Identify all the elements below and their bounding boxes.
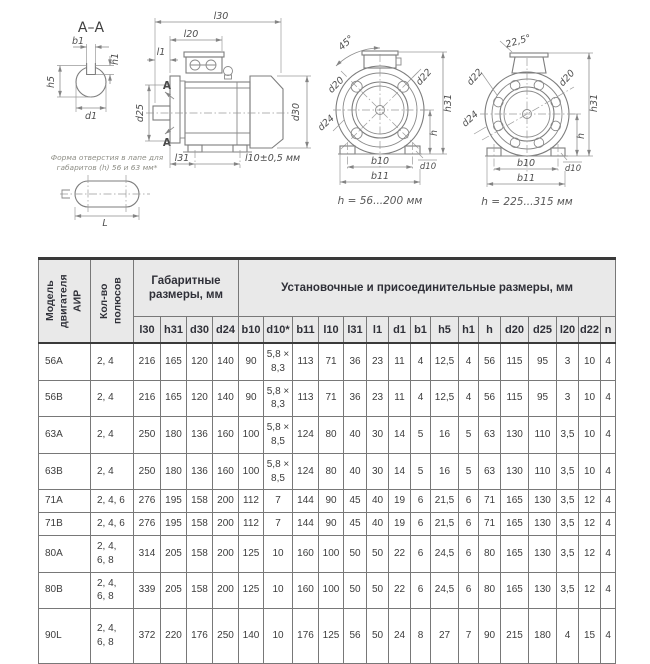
dim-label-l10: l10±0,5 мм	[245, 153, 301, 164]
value-cell: 56	[479, 343, 501, 380]
poles-cell: 2, 4, 6	[91, 490, 134, 513]
dim-label-d24: d24	[459, 108, 481, 130]
model-column-header	[39, 259, 91, 344]
value-cell: 7	[264, 513, 293, 536]
value-cell: 5	[411, 417, 431, 454]
value-cell: 4	[459, 380, 479, 417]
bolt-hole	[494, 97, 504, 107]
value-cell: 50	[367, 609, 389, 664]
value-cell: 50	[344, 572, 367, 609]
value-cell: 100	[319, 535, 344, 572]
bolt-hole	[551, 121, 561, 131]
section-title: А–А	[77, 20, 105, 36]
value-cell: 250	[213, 609, 239, 664]
value-cell: 160	[293, 572, 319, 609]
value-cell: 3,5	[557, 572, 579, 609]
value-cell: 80	[479, 535, 501, 572]
value-cell: 24,5	[431, 572, 459, 609]
value-cell: 372	[134, 609, 161, 664]
column-header: d1	[389, 317, 411, 344]
dim-label-h1: h1	[110, 52, 121, 66]
dim-label-d10: d10	[564, 164, 582, 174]
model-cell: 63B	[39, 453, 91, 490]
value-cell: 80	[479, 572, 501, 609]
value-cell: 165	[501, 513, 529, 536]
value-cell: 4	[601, 513, 616, 536]
value-cell: 24	[389, 609, 411, 664]
dim-label-L: L	[102, 218, 108, 229]
dim-label-l30: l30	[213, 11, 229, 22]
value-cell: 100	[239, 453, 264, 490]
poles-cell: 2, 4, 6, 8	[91, 535, 134, 572]
value-cell: 45	[344, 513, 367, 536]
dim-label-l31: l31	[174, 153, 190, 164]
column-header: l1	[367, 317, 389, 344]
front-view-small-caption: h = 56...200 мм	[337, 195, 423, 207]
bolt-hole	[510, 81, 520, 91]
value-cell: 160	[293, 535, 319, 572]
dim-label-b10: b10	[370, 156, 390, 167]
value-cell: 10	[264, 572, 293, 609]
dim-label-b11: b11	[516, 173, 536, 184]
table-row	[39, 453, 616, 490]
value-cell: 90	[239, 343, 264, 380]
value-cell: 4	[557, 609, 579, 664]
value-cell: 130	[501, 417, 529, 454]
bolt-hole	[510, 138, 520, 148]
value-cell: 6	[411, 535, 431, 572]
value-cell: 165	[501, 490, 529, 513]
value-cell: 140	[213, 343, 239, 380]
dim-label-b10: b10	[516, 158, 536, 169]
value-cell: 10	[264, 609, 293, 664]
value-cell: 136	[187, 453, 213, 490]
column-header: d20	[501, 317, 529, 344]
value-cell: 250	[134, 417, 161, 454]
dim-label-d1: d1	[84, 111, 98, 122]
value-cell: 3,5	[557, 417, 579, 454]
value-cell: 276	[134, 513, 161, 536]
column-header: l30	[134, 317, 161, 344]
value-cell: 23	[367, 343, 389, 380]
value-cell: 112	[239, 513, 264, 536]
value-cell: 165	[501, 535, 529, 572]
value-cell: 50	[344, 535, 367, 572]
dim-label-l20: l20	[183, 29, 199, 40]
value-cell: 195	[161, 513, 187, 536]
bolt-hole	[551, 97, 561, 107]
value-cell: 6	[459, 490, 479, 513]
value-cell: 5,8 × 8,3	[264, 380, 293, 417]
group-header-dimensions: Габаритные размеры, мм	[134, 259, 239, 317]
section-arrow-label: А	[162, 80, 172, 92]
value-cell: 14	[389, 453, 411, 490]
motor-front-view-large	[460, 33, 600, 208]
poles-column-header-text: Кол-во полюсов	[98, 277, 124, 325]
dim-label-angle-45: 45°	[336, 33, 357, 53]
value-cell: 3	[557, 343, 579, 380]
value-cell: 12	[579, 535, 601, 572]
value-cell: 11	[389, 380, 411, 417]
value-cell: 95	[529, 380, 557, 417]
value-cell: 12	[579, 490, 601, 513]
value-cell: 5	[459, 417, 479, 454]
value-cell: 30	[367, 453, 389, 490]
poles-cell: 2, 4, 6, 8	[91, 572, 134, 609]
dim-label-d22: d22	[464, 66, 486, 88]
column-header: d22	[579, 317, 601, 344]
value-cell: 36	[344, 343, 367, 380]
value-cell: 200	[213, 513, 239, 536]
value-cell: 15	[579, 609, 601, 664]
value-cell: 4	[601, 609, 616, 664]
column-header: h1	[459, 317, 479, 344]
poles-cell: 2, 4, 6, 8	[91, 609, 134, 664]
value-cell: 16	[431, 453, 459, 490]
foot-hole-note-line2: габаритов (h) 56 и 63 мм*	[56, 163, 158, 172]
value-cell: 5,8 × 8,5	[264, 417, 293, 454]
value-cell: 136	[187, 417, 213, 454]
value-cell: 12	[579, 513, 601, 536]
dim-label-b1: b1	[71, 36, 85, 47]
value-cell: 30	[367, 417, 389, 454]
value-cell: 160	[213, 417, 239, 454]
dim-label-d20: d20	[325, 74, 347, 96]
value-cell: 5	[459, 453, 479, 490]
value-cell: 158	[187, 513, 213, 536]
value-cell: 115	[501, 380, 529, 417]
value-cell: 125	[319, 609, 344, 664]
group-header-mounting: Установочные и присоединительные размеры, мм	[239, 259, 616, 317]
value-cell: 124	[293, 417, 319, 454]
value-cell: 216	[134, 343, 161, 380]
value-cell: 71	[479, 513, 501, 536]
value-cell: 3,5	[557, 535, 579, 572]
value-cell: 158	[187, 490, 213, 513]
value-cell: 130	[529, 490, 557, 513]
value-cell: 3,5	[557, 453, 579, 490]
value-cell: 45	[344, 490, 367, 513]
model-cell: 71A	[39, 490, 91, 513]
value-cell: 4	[601, 572, 616, 609]
value-cell: 90	[319, 490, 344, 513]
technical-drawing	[0, 0, 650, 256]
value-cell: 3,5	[557, 490, 579, 513]
value-cell: 160	[213, 453, 239, 490]
value-cell: 220	[161, 609, 187, 664]
value-cell: 71	[319, 380, 344, 417]
column-header: d25	[529, 317, 557, 344]
table-row	[39, 380, 616, 417]
column-header: n	[601, 317, 616, 344]
table-row	[39, 490, 616, 513]
value-cell: 124	[293, 453, 319, 490]
column-header: l20	[557, 317, 579, 344]
value-cell: 40	[367, 490, 389, 513]
dimension-table	[38, 257, 616, 664]
value-cell: 21,5	[431, 490, 459, 513]
value-cell: 63	[479, 417, 501, 454]
value-cell: 314	[134, 535, 161, 572]
dim-label-h31: h31	[589, 93, 600, 113]
value-cell: 130	[529, 572, 557, 609]
value-cell: 140	[213, 380, 239, 417]
value-cell: 176	[187, 609, 213, 664]
eyebolt-icon	[224, 67, 233, 76]
table-row	[39, 609, 616, 664]
dim-label-d24: d24	[315, 112, 337, 134]
value-cell: 100	[319, 572, 344, 609]
value-cell: 14	[389, 417, 411, 454]
value-cell: 110	[529, 417, 557, 454]
value-cell: 113	[293, 343, 319, 380]
value-cell: 5,8 × 8,5	[264, 453, 293, 490]
value-cell: 4	[601, 380, 616, 417]
value-cell: 165	[161, 343, 187, 380]
value-cell: 7	[459, 609, 479, 664]
dim-label-d30: d30	[291, 102, 302, 122]
dim-label-d20: d20	[556, 67, 578, 89]
value-cell: 165	[161, 380, 187, 417]
value-cell: 130	[529, 513, 557, 536]
front-view-large-caption: h = 225...315 мм	[481, 196, 573, 208]
value-cell: 90	[479, 609, 501, 664]
column-header: b10	[239, 317, 264, 344]
table-row	[39, 572, 616, 609]
value-cell: 50	[367, 572, 389, 609]
model-cell: 71B	[39, 513, 91, 536]
value-cell: 144	[293, 513, 319, 536]
value-cell: 80	[319, 453, 344, 490]
value-cell: 4	[601, 453, 616, 490]
dimension-table-wrapper	[38, 257, 616, 664]
value-cell: 200	[213, 535, 239, 572]
value-cell: 120	[187, 380, 213, 417]
column-header: h31	[161, 317, 187, 344]
value-cell: 276	[134, 490, 161, 513]
value-cell: 50	[367, 535, 389, 572]
value-cell: 71	[319, 343, 344, 380]
value-cell: 12	[579, 572, 601, 609]
value-cell: 250	[134, 453, 161, 490]
value-cell: 130	[529, 535, 557, 572]
column-header: h	[479, 317, 501, 344]
value-cell: 95	[529, 343, 557, 380]
value-cell: 80	[319, 417, 344, 454]
value-cell: 10	[579, 417, 601, 454]
value-cell: 40	[367, 513, 389, 536]
value-cell: 140	[239, 609, 264, 664]
poles-cell: 2, 4	[91, 380, 134, 417]
column-header: d10*	[264, 317, 293, 344]
dim-label-h5: h5	[46, 75, 57, 89]
value-cell: 180	[161, 417, 187, 454]
value-cell: 130	[501, 453, 529, 490]
value-cell: 27	[431, 609, 459, 664]
dim-label-h: h	[576, 132, 587, 140]
value-cell: 6	[459, 513, 479, 536]
value-cell: 22	[389, 535, 411, 572]
motor-flange	[170, 76, 180, 143]
value-cell: 4	[411, 343, 431, 380]
bolt-hole	[534, 138, 544, 148]
column-header: l10	[319, 317, 344, 344]
poles-cell: 2, 4, 6	[91, 513, 134, 536]
value-cell: 56	[479, 380, 501, 417]
value-cell: 12,5	[431, 380, 459, 417]
value-cell: 10	[579, 343, 601, 380]
poles-cell: 2, 4	[91, 343, 134, 380]
model-cell: 56A	[39, 343, 91, 380]
value-cell: 216	[134, 380, 161, 417]
value-cell: 195	[161, 490, 187, 513]
dim-label-angle-225: 22,5°	[504, 32, 533, 51]
value-cell: 90	[239, 380, 264, 417]
poles-cell: 2, 4	[91, 417, 134, 454]
value-cell: 4	[411, 380, 431, 417]
value-cell: 113	[293, 380, 319, 417]
section-view-aa	[46, 20, 121, 122]
value-cell: 11	[389, 343, 411, 380]
value-cell: 21,5	[431, 513, 459, 536]
value-cell: 16	[431, 417, 459, 454]
poles-column-header	[91, 259, 134, 344]
value-cell: 6	[411, 572, 431, 609]
value-cell: 12,5	[431, 343, 459, 380]
value-cell: 3,5	[557, 513, 579, 536]
motor-side-view	[135, 11, 311, 168]
value-cell: 5,8 × 8,3	[264, 343, 293, 380]
section-arrow-label: А	[162, 137, 172, 149]
dim-label-l1: l1	[156, 47, 166, 58]
value-cell: 6	[411, 490, 431, 513]
value-cell: 180	[529, 609, 557, 664]
foot-hole-detail	[51, 153, 164, 229]
value-cell: 4	[601, 535, 616, 572]
value-cell: 339	[134, 572, 161, 609]
dim-label-h: h	[429, 129, 440, 137]
value-cell: 215	[501, 609, 529, 664]
motor-bell	[250, 76, 283, 148]
column-header: h5	[431, 317, 459, 344]
model-cell: 80A	[39, 535, 91, 572]
dim-label-d25: d25	[135, 103, 146, 123]
value-cell: 5	[411, 453, 431, 490]
value-cell: 200	[213, 572, 239, 609]
value-cell: 19	[389, 513, 411, 536]
value-cell: 100	[239, 417, 264, 454]
value-cell: 125	[239, 572, 264, 609]
value-cell: 6	[459, 535, 479, 572]
value-cell: 115	[501, 343, 529, 380]
value-cell: 125	[239, 535, 264, 572]
value-cell: 90	[319, 513, 344, 536]
bolt-hole	[494, 121, 504, 131]
value-cell: 205	[161, 535, 187, 572]
value-cell: 4	[601, 343, 616, 380]
value-cell: 71	[479, 490, 501, 513]
value-cell: 56	[344, 609, 367, 664]
dim-label-d10: d10	[419, 162, 437, 172]
value-cell: 176	[293, 609, 319, 664]
value-cell: 36	[344, 380, 367, 417]
model-cell: 90L	[39, 609, 91, 664]
value-cell: 22	[389, 572, 411, 609]
column-header: b1	[411, 317, 431, 344]
value-cell: 180	[161, 453, 187, 490]
column-header: l31	[344, 317, 367, 344]
foot-hole-note-line1: Форма отверстия в лапе для	[50, 153, 164, 162]
value-cell: 63	[479, 453, 501, 490]
value-cell: 40	[344, 417, 367, 454]
value-cell: 10	[264, 535, 293, 572]
value-cell: 120	[187, 343, 213, 380]
dim-label-b11: b11	[370, 171, 390, 182]
value-cell: 158	[187, 572, 213, 609]
motor-body	[185, 82, 250, 145]
motor-front-view-small	[316, 33, 454, 207]
value-cell: 158	[187, 535, 213, 572]
value-cell: 3	[557, 380, 579, 417]
model-cell: 56B	[39, 380, 91, 417]
table-row	[39, 343, 616, 380]
value-cell: 10	[579, 380, 601, 417]
value-cell: 205	[161, 572, 187, 609]
table-row	[39, 417, 616, 454]
value-cell: 112	[239, 490, 264, 513]
value-cell: 23	[367, 380, 389, 417]
value-cell: 6	[411, 513, 431, 536]
value-cell: 4	[601, 417, 616, 454]
column-header: b11	[293, 317, 319, 344]
poles-cell: 2, 4	[91, 453, 134, 490]
table-row	[39, 513, 616, 536]
column-header: d24	[213, 317, 239, 344]
model-cell: 63A	[39, 417, 91, 454]
table-row	[39, 535, 616, 572]
value-cell: 7	[264, 490, 293, 513]
value-cell: 110	[529, 453, 557, 490]
model-column-header-text: Модель двигателя АИР	[44, 274, 84, 328]
value-cell: 144	[293, 490, 319, 513]
value-cell: 24,5	[431, 535, 459, 572]
value-cell: 200	[213, 490, 239, 513]
dim-label-h31: h31	[443, 93, 454, 113]
value-cell: 4	[459, 343, 479, 380]
value-cell: 8	[411, 609, 431, 664]
column-header: d30	[187, 317, 213, 344]
value-cell: 19	[389, 490, 411, 513]
value-cell: 4	[601, 490, 616, 513]
bolt-hole	[534, 81, 544, 91]
model-cell: 80B	[39, 572, 91, 609]
dim-label-d22: d22	[413, 66, 435, 88]
value-cell: 165	[501, 572, 529, 609]
value-cell: 6	[459, 572, 479, 609]
value-cell: 10	[579, 453, 601, 490]
value-cell: 40	[344, 453, 367, 490]
